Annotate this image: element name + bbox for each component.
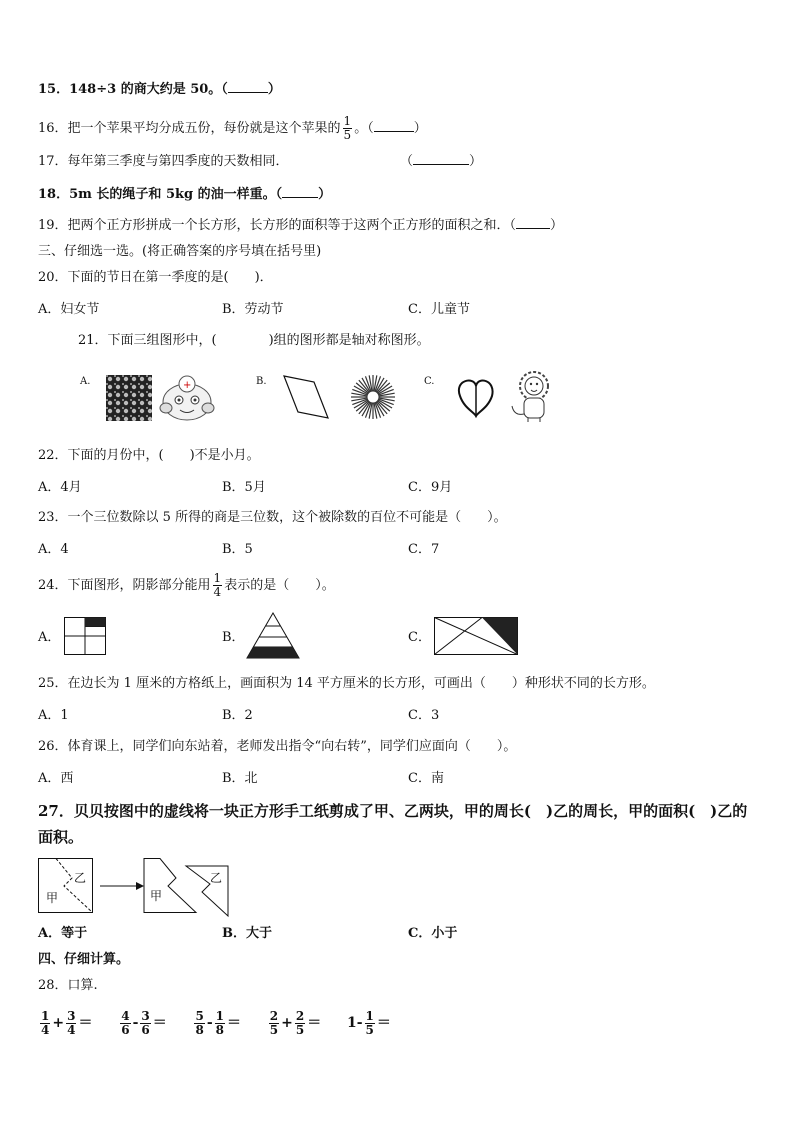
calc-row xyxy=(38,1008,391,1038)
calc-item-2: $\frac{4}{6}$ - $\frac{3}{6}$ ＝ xyxy=(121,1008,167,1037)
label-yi-right: 乙 xyxy=(210,871,223,885)
calc-item-5: 1- $\frac{1}{5}$ ＝ xyxy=(346,1008,391,1037)
question-15: 15．148÷3 的商大约是 50。（ ） xyxy=(38,82,281,97)
question-21: 21．下面三组图形中，( )组的图形都是轴对称图形。 xyxy=(78,333,430,348)
lion-image xyxy=(504,368,562,424)
question-24: 24．下面图形，阴影部分能用 $\frac{1}{4}$ 表示的是（ ）。 xyxy=(38,571,335,599)
option-21-c[interactable]: C. xyxy=(424,376,435,387)
option-27-a[interactable]: A．等于 xyxy=(38,926,88,941)
calc-item-3: $\frac{5}{8}$ - $\frac{1}{8}$ ＝ xyxy=(195,1008,242,1037)
question-20: 20．下面的节日在第一季度的是( )． xyxy=(38,270,273,285)
option-24-c[interactable]: C． xyxy=(408,630,431,645)
section-3-heading: 三、仔细选一选。(将正确答案的序号填在括号里) xyxy=(38,244,322,259)
fraction-one-fifth: $\frac{1}{5}$ xyxy=(343,114,352,142)
question-28: 28．口算. xyxy=(38,978,98,993)
option-26-b[interactable]: B．北 xyxy=(222,771,258,786)
question-27: 27．贝贝按图中的虚线将一块正方形手工纸剪成了甲、乙两块，甲的周长( )乙的周长，甲的面积( )乙的面积。 xyxy=(38,802,748,846)
question-22: 22．下面的月份中，( )不是小月。 xyxy=(38,448,260,463)
label-yi-left: 乙 xyxy=(74,871,87,885)
rectangle-triangles-figure xyxy=(434,617,518,655)
section-4-heading: 四、仔细计算。 xyxy=(38,952,130,967)
option-24-b[interactable]: B． xyxy=(222,630,245,645)
option-25-b[interactable]: B．2 xyxy=(222,708,253,723)
option-23-a[interactable]: A．4 xyxy=(38,542,69,557)
triangle-figure xyxy=(246,612,300,660)
question-17: 17．每年第三季度与第四季度的天数相同． xyxy=(38,154,289,169)
parallelogram-image xyxy=(280,374,332,420)
option-26-a[interactable]: A．西 xyxy=(38,771,74,786)
question-25: 25．在边长为 1 厘米的方格纸上，画面积为 14 平方厘米的长方形，可画出（ ）种形状不同的长方形。 xyxy=(38,676,655,691)
calc-item-1: $\frac{1}{4}$ + $\frac{3}{4}$ ＝ xyxy=(41,1008,93,1037)
answer-blank[interactable] xyxy=(282,185,318,198)
toy-doll-image xyxy=(158,372,216,422)
option-22-a[interactable]: A．4月 xyxy=(38,480,82,495)
question-26: 26．体育课上，同学们向东站着，老师发出指令“向右转”，同学们应面向（ ）。 xyxy=(38,739,517,754)
option-27-c[interactable]: C．小于 xyxy=(408,926,458,941)
label-jia-left: 甲 xyxy=(46,891,59,905)
question-23: 23．一个三位数除以 5 所得的商是三位数，这个被除数的百位不可能是（ ）。 xyxy=(38,510,507,525)
option-27-b[interactable]: B．大于 xyxy=(222,926,272,941)
fraction-one-quarter: $\frac{1}{4}$ xyxy=(213,571,222,599)
sunburst-image xyxy=(348,372,398,422)
svg-text:+: + xyxy=(183,380,192,391)
option-20-a[interactable]: A．妇女节 xyxy=(38,302,100,317)
leaf-image xyxy=(452,374,498,418)
option-21-a[interactable]: A. xyxy=(80,376,91,387)
question-19: 19．把两个正方形拼成一个长方形，长方形的面积等于这两个正方形的面积之和．（ ） xyxy=(38,218,564,233)
pattern-square-image xyxy=(106,375,152,421)
question-16: 16．把一个苹果平均分成五份，每份就是这个苹果的 $\frac{1}{5}$ 。（ ） xyxy=(38,114,427,142)
option-22-c[interactable]: C．9月 xyxy=(408,480,453,495)
question-17-blank: （ ） xyxy=(400,154,483,169)
option-24-a[interactable]: A． xyxy=(38,630,61,645)
option-20-b[interactable]: B．劳动节 xyxy=(222,302,284,317)
option-21-b[interactable]: B. xyxy=(256,376,267,387)
answer-blank[interactable] xyxy=(413,152,469,165)
label-jia-right: 甲 xyxy=(150,889,163,903)
option-25-a[interactable]: A．1 xyxy=(38,708,69,723)
grid-square-figure xyxy=(64,617,106,655)
question-18: 18．5m 长的绳子和 5kg 的油一样重。（ ） xyxy=(38,187,332,202)
option-26-c[interactable]: C．南 xyxy=(408,771,444,786)
option-20-c[interactable]: C．儿童节 xyxy=(408,302,470,317)
option-23-b[interactable]: B．5 xyxy=(222,542,253,557)
option-25-c[interactable]: C．3 xyxy=(408,708,440,723)
answer-blank[interactable] xyxy=(516,216,550,229)
option-22-b[interactable]: B．5月 xyxy=(222,480,266,495)
calc-item-4: $\frac{2}{5}$ + $\frac{2}{5}$ ＝ xyxy=(269,1008,322,1037)
answer-blank[interactable] xyxy=(374,119,414,132)
answer-blank[interactable] xyxy=(228,80,268,93)
option-23-c[interactable]: C．7 xyxy=(408,542,440,557)
